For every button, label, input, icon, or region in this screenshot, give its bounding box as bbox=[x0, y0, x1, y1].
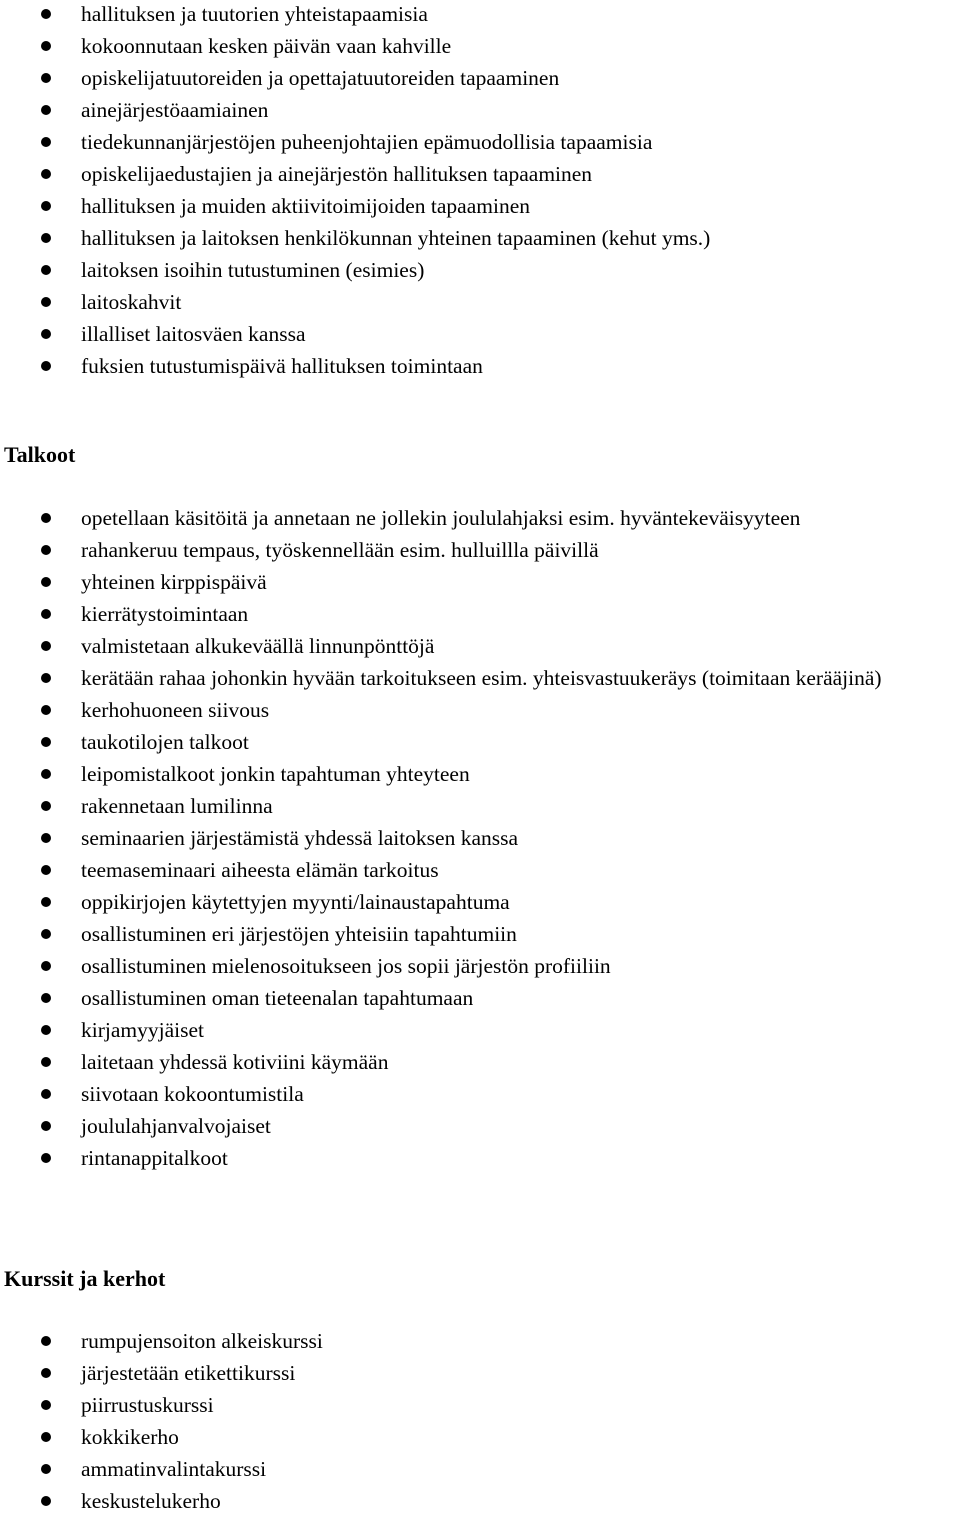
list-item-text: kerätään rahaa johonkin hyvään tarkoitukseen esim. yhteisvastuukeräys (toimitaan kerääjinä) bbox=[81, 666, 882, 690]
list-item-text: rintanappitalkoot bbox=[81, 1146, 228, 1170]
list-item bbox=[0, 1421, 960, 1453]
list-item-text: taukotilojen talkoot bbox=[81, 730, 249, 754]
bullet-icon bbox=[41, 833, 51, 843]
list-item-text: opetellaan käsitöitä ja annetaan ne jollekin joululahjaksi esim. hyväntekeväisyyteen bbox=[81, 506, 801, 530]
list-item bbox=[0, 694, 960, 726]
list-item bbox=[0, 1389, 960, 1421]
bullet-icon bbox=[41, 993, 51, 1003]
bullet-icon bbox=[41, 929, 51, 939]
bullet-icon bbox=[41, 105, 51, 115]
bullet-icon bbox=[41, 1121, 51, 1131]
bullet-icon bbox=[41, 41, 51, 51]
list-item bbox=[0, 190, 960, 222]
list-item-text: keskustelukerho bbox=[81, 1489, 221, 1513]
list-item bbox=[0, 1014, 960, 1046]
bullet-icon bbox=[41, 329, 51, 339]
list-item-text: laitetaan yhdessä kotiviini käymään bbox=[81, 1050, 389, 1074]
list-item bbox=[0, 1142, 960, 1174]
bullet-icon bbox=[41, 1432, 51, 1442]
bullet-icon bbox=[41, 1089, 51, 1099]
list-item-text: hallituksen ja muiden aktiivitoimijoiden tapaaminen bbox=[81, 194, 531, 218]
bullet-icon bbox=[41, 361, 51, 371]
list-item bbox=[0, 726, 960, 758]
list-item-text: piirrustuskurssi bbox=[81, 1393, 214, 1417]
bullet-icon bbox=[41, 705, 51, 715]
list-item bbox=[0, 822, 960, 854]
bullet-icon bbox=[41, 1464, 51, 1474]
section-heading-talkoot: Talkoot bbox=[4, 442, 76, 467]
list-item-text: hallituksen ja laitoksen henkilökunnan yhteinen tapaaminen (kehut yms.) bbox=[81, 226, 711, 250]
list-item bbox=[0, 630, 960, 662]
bullet-list-talkoot bbox=[0, 502, 960, 1174]
list-item-text: joululahjanvalvojaiset bbox=[81, 1114, 271, 1138]
list-item bbox=[0, 1485, 960, 1517]
list-item bbox=[0, 62, 960, 94]
list-item bbox=[0, 502, 960, 534]
list-item bbox=[0, 854, 960, 886]
list-item bbox=[0, 1046, 960, 1078]
list-item-text: seminaarien järjestämistä yhdessä laitoksen kanssa bbox=[81, 826, 519, 850]
bullet-icon bbox=[41, 961, 51, 971]
bullet-icon bbox=[41, 265, 51, 275]
list-item-text: hallituksen ja tuutorien yhteistapaamisia bbox=[81, 2, 428, 26]
bullet-icon bbox=[41, 73, 51, 83]
list-item-text: rahankeruu tempaus, työskennellään esim. hulluillla päivillä bbox=[81, 538, 599, 562]
list-item-text: ainejärjestöaamiainen bbox=[81, 98, 269, 122]
list-item-text: siivotaan kokoontumistila bbox=[81, 1082, 304, 1106]
bullet-icon bbox=[41, 233, 51, 243]
bullet-icon bbox=[41, 1400, 51, 1410]
list-item bbox=[0, 918, 960, 950]
list-item-text: opiskelijaedustajien ja ainejärjestön hallituksen tapaaminen bbox=[81, 162, 593, 186]
list-item bbox=[0, 318, 960, 350]
list-item bbox=[0, 758, 960, 790]
bullet-icon bbox=[41, 9, 51, 19]
list-item bbox=[0, 158, 960, 190]
bullet-icon bbox=[41, 201, 51, 211]
list-item-text: osallistuminen oman tieteenalan tapahtumaan bbox=[81, 986, 474, 1010]
list-item-text: valmistetaan alkukeväällä linnunpönttöjä bbox=[81, 634, 435, 658]
bullet-icon bbox=[41, 1496, 51, 1506]
bullet-icon bbox=[41, 737, 51, 747]
list-item-text: teemaseminaari aiheesta elämän tarkoitus bbox=[81, 858, 439, 882]
list-item bbox=[0, 1453, 960, 1485]
list-item-text: opiskelijatuutoreiden ja opettajatuutoreiden tapaaminen bbox=[81, 66, 560, 90]
bullet-icon bbox=[41, 1153, 51, 1163]
list-item bbox=[0, 1357, 960, 1389]
list-item bbox=[0, 598, 960, 630]
list-item bbox=[0, 662, 960, 694]
list-item bbox=[0, 222, 960, 254]
bullet-icon bbox=[41, 897, 51, 907]
list-item bbox=[0, 0, 960, 30]
bullet-icon bbox=[41, 137, 51, 147]
list-item-text: kerhohuoneen siivous bbox=[81, 698, 270, 722]
bullet-icon bbox=[41, 577, 51, 587]
list-item bbox=[0, 534, 960, 566]
bullet-icon bbox=[41, 545, 51, 555]
list-item-text: osallistuminen mielenosoitukseen jos sopii järjestön profiiliin bbox=[81, 954, 611, 978]
list-item bbox=[0, 126, 960, 158]
list-item bbox=[0, 286, 960, 318]
list-item bbox=[0, 254, 960, 286]
list-item-text: osallistuminen eri järjestöjen yhteisiin tapahtumiin bbox=[81, 922, 517, 946]
bullet-icon bbox=[41, 1025, 51, 1035]
list-item bbox=[0, 790, 960, 822]
list-item-text: illalliset laitosväen kanssa bbox=[81, 322, 306, 346]
bullet-list-meetings bbox=[0, 0, 960, 382]
list-item-text: kokkikerho bbox=[81, 1425, 179, 1449]
bullet-list-kurssit bbox=[0, 1325, 960, 1517]
list-item-text: leipomistalkoot jonkin tapahtuman yhteyteen bbox=[81, 762, 470, 786]
list-item bbox=[0, 950, 960, 982]
list-item-text: kierrätystoimintaan bbox=[81, 602, 249, 626]
bullet-icon bbox=[41, 1368, 51, 1378]
list-item bbox=[0, 982, 960, 1014]
bullet-icon bbox=[41, 673, 51, 683]
list-item bbox=[0, 886, 960, 918]
list-item-text: kokoonnutaan kesken päivän vaan kahville bbox=[81, 34, 452, 58]
list-item-text: rakennetaan lumilinna bbox=[81, 794, 273, 818]
list-item-text: oppikirjojen käytettyjen myynti/lainaustapahtuma bbox=[81, 890, 510, 914]
list-item bbox=[0, 566, 960, 598]
bullet-icon bbox=[41, 1057, 51, 1067]
list-item-text: fuksien tutustumispäivä hallituksen toimintaan bbox=[81, 354, 483, 378]
list-item-text: ammatinvalintakurssi bbox=[81, 1457, 267, 1481]
list-item bbox=[0, 1110, 960, 1142]
bullet-icon bbox=[41, 865, 51, 875]
list-item bbox=[0, 350, 960, 382]
list-item-text: kirjamyyjäiset bbox=[81, 1018, 204, 1042]
list-item-text: yhteinen kirppispäivä bbox=[81, 570, 267, 594]
bullet-icon bbox=[41, 169, 51, 179]
bullet-icon bbox=[41, 769, 51, 779]
list-item-text: rumpujensoiton alkeiskurssi bbox=[81, 1329, 323, 1353]
list-item-text: tiedekunnanjärjestöjen puheenjohtajien epämuodollisia tapaamisia bbox=[81, 130, 653, 154]
list-item-text: järjestetään etikettikurssi bbox=[81, 1361, 296, 1385]
list-item-text: laitoskahvit bbox=[81, 290, 182, 314]
section-heading-kurssit-ja-kerhot: Kurssit ja kerhot bbox=[4, 1266, 166, 1291]
bullet-icon bbox=[41, 1336, 51, 1346]
list-item bbox=[0, 94, 960, 126]
bullet-icon bbox=[41, 641, 51, 651]
bullet-icon bbox=[41, 609, 51, 619]
list-item bbox=[0, 1078, 960, 1110]
bullet-icon bbox=[41, 801, 51, 811]
list-item-text: laitoksen isoihin tutustuminen (esimies) bbox=[81, 258, 425, 282]
list-item bbox=[0, 1325, 960, 1357]
bullet-icon bbox=[41, 513, 51, 523]
list-item bbox=[0, 30, 960, 62]
bullet-icon bbox=[41, 297, 51, 307]
